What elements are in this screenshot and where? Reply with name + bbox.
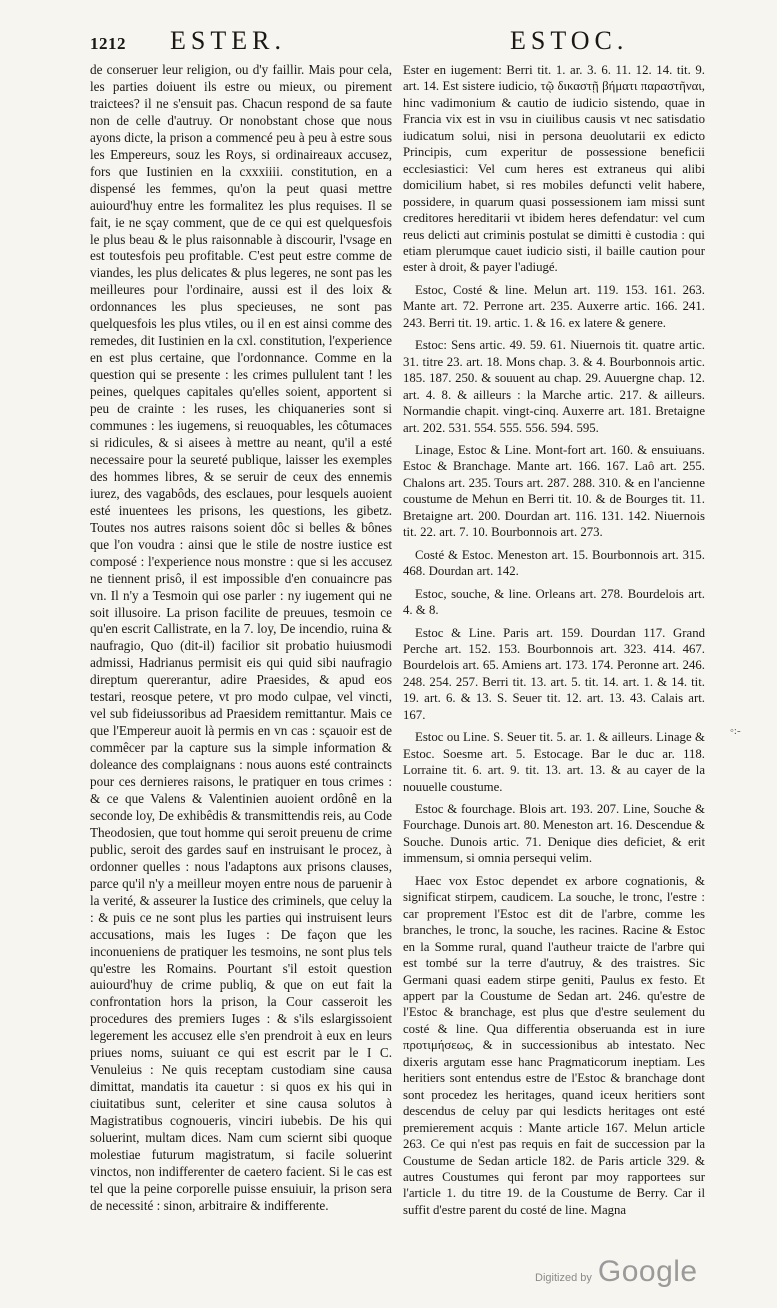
running-head-right: ESTOC. <box>510 26 629 55</box>
entry-estoc-souche-line: Estoc, souche, & line. Orleans art. 278. Bourdelois art. 4. & 8. <box>403 586 705 618</box>
entry-ester: Ester en iugement: Berri tit. 1. ar. 3. 6. 11. 12. 14. tit. 9. art. 14. Est sistere iudicio, τῷ δικαστῇ βήματι παραστῆναι, hinc vadimonium & cautio de iudicio sistendo, quae in Francia vix est in vsu in ciuilibus causis vt nec satisdatio iudicatum solui, nisi in persona deuolutarii ex edicto Principis, cum experitur de possessione beneficii ecclesiastici: Vel cum heres est extraneus qui alibi domicilium habet, si res mobiles defuncti velit habere, possidere, in quarum quasi possessionem iam missi sunt creditores hereditarii vt ibidem heres defendatur: vel cum reus delicti aut criminis postulat se dimitti è custodia : qui etiam plerumque cauet iudicio sisti, il baille caution pour ester à droit, & payer l'adiugé. <box>403 63 705 275</box>
entry-haec-vox-estoc: Haec vox Estoc dependet ex arbore cognationis, & significat stirpem, caudicem. La souche, le tronc, l'estre : car proprement l'Estoc est dit de l'arbre, comme les branches, le tronc, la souche, les racines. Racine & Estoc en la Somme rural, quand l'autheur traicte de l'arbre qui est tombé sur la terre d'autruy, & des traistres. Sic Germani quasi eadem stirpe geniti, Paulus ex festo. Et appert par la Coustume de Sedan art. 246. qu'estre de l'Estoc & branchage, est plus que d'estre seulement du costé & line. Qua differentia obseruanda est in iure προτιμήσεως, & in successionibus ab intestato. Nec dixeris argutam esse hanc Pragmaticorum ineptiam. Les heritiers sont entendus estre de l'Estoc & branchage dont sont procedez les heritages, quand iceux heritiers sont descendus de celuy par qui lesdicts heritages ont esté premierement acquis : Mante article 167. Melun article 263. Ce qui n'est pas requis en fait de succession par la Coustume de Sedan article 182. de Paris article 329. & autres Coustumes qui feront par moy rapportees sur l'article 1. du titre 19. de la Coustume de Berry. Car il suffit d'estre parent du costé de line. Magna <box>403 873 705 1217</box>
digitization-footer <box>535 1255 698 1289</box>
entry-estoc-fourchage: Estoc & fourchage. Blois art. 193. 207. Line, Souche & Fourchage. Dunois art. 80. Meneston art. 16. Descendue & Souche. Dunois artic. 71. Denique dies deficiet, & erit immensum, si omnia persequi velim. <box>403 802 705 866</box>
entry-linage-estoc-line: Linage, Estoc & Line. Mont-fort art. 160. & ensuiuans. Estoc & Branchage. Mante art. 166. 167. Laô art. 255. Chalons art. 235. Tours art. 287. 288. 310. & en l'ancienne coustume de Mehun en Berri tit. 10. & de Bourges tit. 11. Bretaigne art. 200. Dourdan art. 116. 131. 142. Niuernois tit. 22. art. 7. 10. Bourbonnois art. 273. <box>403 442 705 540</box>
page-number: 1212 <box>90 34 126 53</box>
digitized-by-text: Digitized by <box>535 1272 592 1284</box>
entry-estoc: Estoc: Sens artic. 49. 59. 61. Niuernois tit. quatre artic. 31. titre 23. art. 18. Mons chap. 3. & 4. Bourbonnois artic. 185. 187. 250. & souuent au chap. 29. Auuergne chap. 12. art. 4. 8. & ailleurs : la Marche artic. 217. & ailleurs. Normandie chapit. vingt-cinq. Auxerre art. 181. Bretaigne art. 202. 531. 554. 555. 556. 594. 595. <box>403 338 705 435</box>
running-head-left: ESTER. <box>170 26 286 55</box>
margin-note: ◦:- <box>730 725 741 737</box>
entry-estoc-ou-line: Estoc ou Line. S. Seuer tit. 5. ar. 1. & ailleurs. Linage & Estoc. Soesme art. 5. Estocage. Bar le duc ar. 118. Lorraine tit. 6. art. 9. tit. 13. art. 13. & au cayer de la nouuelle coustume. <box>403 730 705 794</box>
left-column <box>90 62 392 1219</box>
left-paragraph: de conseruer leur religion, ou d'y faillir. Mais pour cela, les parties doiuent ils estre ou mieux, ou pirement traictees? il ne s'ensuit pas. Chacun respond de sa faute non de celle d'autruy. Or nonobstant chose que nous ayons dicte, la prison a commencé peu à peu à estre sous les Empereurs, souz les Roys, si ordinaireaux accusez, fors que Iustinien en la cxxxiiii. constitution, en a dispensé les femmes, qu'on la peut quasi mettre auiourd'huy entre les formalitez les plus requises. Il se fait, ie ne sçay comment, que de ce qui est quelquesfois le plus beau & le plus raisonnable à discourir, l'vsage en est toutesfois peu profitable. C'est peut estre comme de viandes, les plus delicates & plus legeres, ne sont pas les meilleures pour l'ordinaire, aussi est il des loix & ordonnances les plus specieuses, ne sont pas quelquesfois les plus vtiles, ou il en est ainsi comme des remedes, dit Iustinien en la cxl. constitution, l'experience en est plus certaine, que l'ordonnance. Comme en la question qui se presente : les crimes pullulent tant ! les peines, quelques capitales qu'elles soient, apportent si peu de crainte : les ruses, les chiquaneries sont si communes : les iugemens, si reuoquables, les côtumaces si ridicules, & si aisees à mettre au neant, qu'il a esté necessaire pour la seureté publique, laisser les exemples des hommes libres, & se seruir de ceux des ennemis iurez, des vagabôds, des esclaues, pour lesquels auoient esté inuentees les prisons, les questions, les gibetz. Toutes nos autres raisons soient dôc si belles & bônes que l'on voudra : ainsi que le stile de nostre iustice est composé : l'experience nous monstre : que si les accusez ne tiennent prisô, il est impossible d'en conuaincre pas vn. Il n'y a Tesmoin qui ose parler : ny iugement qui ne soit illusoire. La prison facilite de preuues, tesmoin ce qu'en escrit Callistrate, en la 7. loy, De incendio, ruina & naufragio, Quo (dit-il) facilior sit probatio huiusmodi admissi, Hadrianus permisit eis qui quid sibi naufragio direptum quererantur, adire Praesides, & apud eos testari, reosque petere, vt pro modo culpae, vel vincti, vel sub fideiussoribus ad Praesidem remittantur. Mais ce que l'Empereur auoit là permis en vn cas : sçauoir est de commêcer par la capture sus la simple information & doleance des complaignans : nous auons esté contraincts pour ces dernieres raisons, le pratiquer en tous crimes : & ce que Valens & Valentinien auoient ordônê en la seconde loy, De exhibêdis & transmittendis reis, au Code Theodosien, que tout homme qui seroit preuenu de crime public, seroit des gardes sauf en instruisant le procez, à ordonner quelles : nous l'adaptons aux prisons clauses, parce qu'il n'y a meilleur moyen entre nous de paruenir à la verité, & asseurer la Iustice des criminels, que celuy la : & puis ce ne sont plus les parties qui instruisent leurs accusations, mais les Iuges : De façon que les inconueniens de pratiquer les tesmoins, ne sont plus tels qu'estre les Romains. Pourtant s'il estoit question auiourd'huy de crime publiq, & que on eut fait la confrontation hors la prison, la Cour casseroit les procedures des premiers Iuges : & s'ils eslargissoient legerement les accusez elle s'en prendroit à eux en leurs priues noms, suiuant ce qui est escrit par le I C. Venuleius : Ne quis receptam custodiam sine causa dimittat, mandatis ita cauetur : si quos ex his qui in ciuitatibus sunt, celeriter et sine causa solutos à Magistratibus cognoueris, vinciri iubebis. De his qui soluerint, multam dices. Nam cum sciernt sibi quoque molestiae futurum magistratum, si facile soluerint vinctos, non indifferenter de caetero facient. Si le cas est tel que la peine corporelle puisse ensuiuir, la prison sera de necessité : sinon, arbitraire & indifferente. <box>90 62 392 1213</box>
right-column <box>403 62 705 1222</box>
entry-estoc-coste-line: Estoc, Costé & line. Melun art. 119. 153. 161. 263. Mante art. 72. Perrone art. 235. Auxerre artic. 166. 241. 243. Berri tit. 19. artic. 1. & 16. ex latere & genere. <box>403 282 705 330</box>
entry-coste-estoc: Costé & Estoc. Meneston art. 15. Bourbonnois art. 315. 468. Dourdan art. 142. <box>403 547 705 579</box>
google-logo: Google <box>597 1255 698 1288</box>
entry-estoc-line: Estoc & Line. Paris art. 159. Dourdan 117. Grand Perche art. 152. 153. Bourbonnois art. 323. 414. 467. Bourdelois art. 65. Amiens art. 173. 174. Peronne art. 246. 248. 254. 257. Berri tit. 13. art. 5. tit. 14. art. 1. & 14. tit. 19. art. 6. & 13. S. Seuer tit. 12. art. 13. 43. Calais art. 167. <box>403 625 705 722</box>
